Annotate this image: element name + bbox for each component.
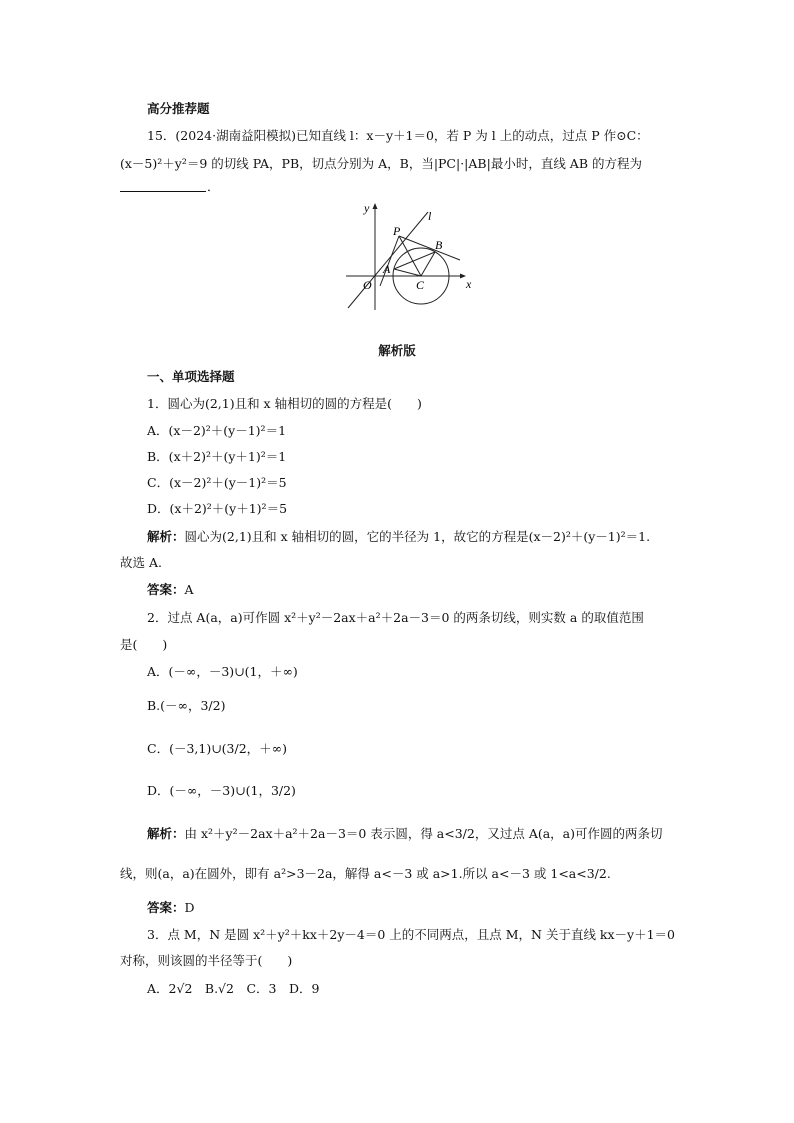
q2-option-a: A．(－∞，－3)∪(1，＋∞) bbox=[147, 664, 298, 679]
q2-analysis-label: 解析： bbox=[147, 826, 185, 841]
q1-analysis-label: 解析： bbox=[147, 529, 185, 544]
analysis-title: 解析版 bbox=[378, 343, 416, 358]
q2-option-b: B.(－∞，3/2) bbox=[147, 698, 226, 713]
q1-answer-value: A bbox=[184, 582, 194, 597]
segment-pc bbox=[399, 236, 421, 276]
label-p: P bbox=[393, 224, 401, 238]
tangent-pa bbox=[380, 236, 399, 286]
label-x: x bbox=[466, 277, 472, 291]
q3-options: A．2√2 B.√2 C．3 D．9 bbox=[147, 981, 320, 996]
q15-figure bbox=[340, 198, 480, 314]
y-axis-arrow bbox=[373, 203, 378, 209]
label-y: y bbox=[364, 201, 370, 215]
q3-stem-line1: 3．点 M，N 是圆 x²＋y²＋kx＋2y－4＝0 上的不同两点，且点 M，N 关于直线 kx－y＋1＝0 bbox=[147, 927, 676, 942]
label-c: C bbox=[416, 278, 425, 292]
q15-stem-line3: ． bbox=[207, 179, 220, 194]
q3-stem-line2: 对称，则该圆的半径等于( ) bbox=[120, 953, 293, 968]
q1-answer-label: 答案： bbox=[147, 582, 185, 597]
q2-answer bbox=[147, 899, 195, 917]
label-l: l bbox=[428, 209, 432, 223]
q2-option-d: D．(－∞，－3)∪(1，3/2) bbox=[147, 783, 296, 798]
label-b: B bbox=[435, 238, 443, 252]
q1-option-a: A．(x－2)²＋(y－1)²＝1 bbox=[147, 423, 287, 438]
segment-ca bbox=[394, 269, 421, 276]
q2-stem-line2: 是( ) bbox=[120, 637, 168, 652]
tangent-pb bbox=[399, 236, 460, 260]
label-a: A bbox=[383, 262, 391, 276]
q1-option-c: C．(x－2)²＋(y－1)²＝5 bbox=[147, 475, 287, 490]
q15-stem-line2: (x－5)²＋y²＝9 的切线 PA，PB，切点分别为 A，B，当|PC|·|AB|最小时，直线 AB 的方程为 bbox=[120, 156, 642, 171]
q15-answer-blank bbox=[120, 190, 206, 192]
section-heading-recommended: 高分推荐题 bbox=[147, 101, 210, 116]
q2-option-c: C．(－3,1)∪(3/2，＋∞) bbox=[147, 741, 287, 756]
q1-option-d: D．(x＋2)²＋(y＋1)²＝5 bbox=[147, 501, 288, 516]
q2-analysis bbox=[147, 825, 663, 843]
segment-ab bbox=[394, 252, 435, 269]
q2-analysis-text: 由 x²＋y²－2ax＋a²＋2a－3＝0 表示圆，得 a<3/2，又过点 A(a，a)可作圆的两条切 bbox=[184, 826, 663, 841]
q2-answer-value: D bbox=[184, 900, 195, 915]
q2-stem-line1: 2．过点 A(a，a)可作圆 x²＋y²－2ax＋a²＋2a－3＝0 的两条切线，则实数 a 的取值范围 bbox=[147, 610, 644, 625]
q1-analysis-text: 圆心为(2,1)且和 x 轴相切的圆，它的半径为 1，故它的方程是(x－2)²＋(y－1)²＝1. bbox=[184, 529, 651, 544]
q2-analysis-line2: 线，则(a，a)在圆外，即有 a²>3－2a，解得 a<－3 或 a>1.所以 a<－3 或 1<a<3/2. bbox=[120, 866, 611, 881]
section-single-choice: 一、单项选择题 bbox=[147, 369, 235, 384]
q1-analysis-line2: 故选 A. bbox=[120, 555, 162, 570]
segment-cb bbox=[421, 252, 435, 276]
q1-analysis bbox=[147, 528, 650, 546]
q1-option-b: B．(x＋2)²＋(y＋1)²＝1 bbox=[147, 449, 287, 464]
q1-stem: 1．圆心为(2,1)且和 x 轴相切的圆的方程是( ) bbox=[147, 396, 422, 411]
label-o: O bbox=[363, 278, 372, 292]
q2-answer-label: 答案： bbox=[147, 900, 185, 915]
q1-answer bbox=[147, 581, 194, 599]
q15-stem-line1: 15．(2024·湖南益阳模拟)已知直线 l：x－y＋1＝0，若 P 为 l 上的动点，过点 P 作⊙C： bbox=[147, 128, 649, 143]
